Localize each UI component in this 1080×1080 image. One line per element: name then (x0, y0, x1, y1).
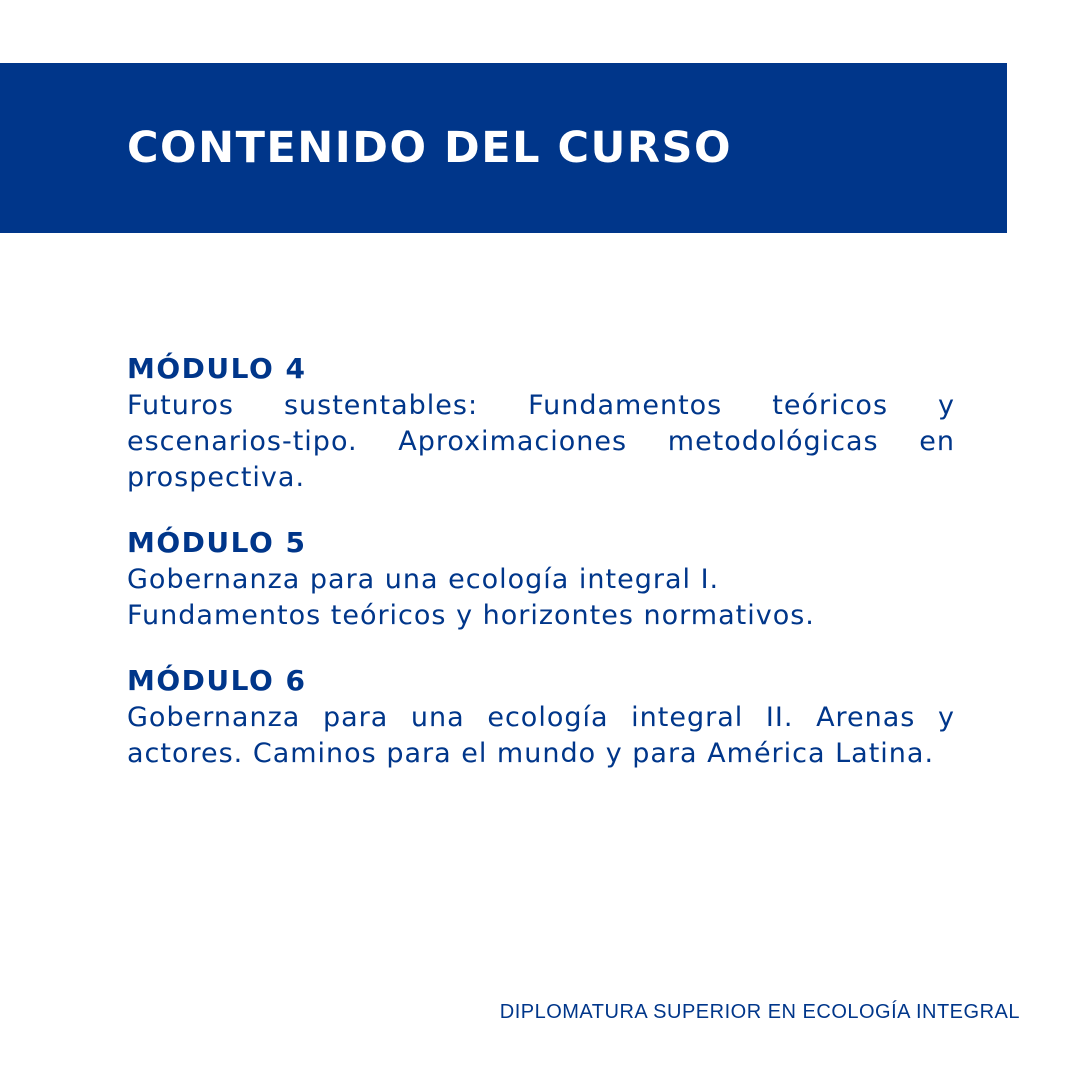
module-heading: MÓDULO 4 (127, 352, 307, 385)
module-description: Futuros sustentables: Fundamentos teóricos y escenarios-tipo. Aproximaciones metodológicas en prospectiva. (127, 390, 955, 493)
program-name-footer: DIPLOMATURA SUPERIOR EN ECOLOGÍA INTEGRAL (499, 1001, 1020, 1023)
module-item-5 (127, 524, 955, 634)
module-item-6 (127, 662, 955, 772)
module-description-line: Fundamentos teóricos y horizontes normativos. (127, 600, 815, 631)
page-title: CONTENIDO DEL CURSO (127, 123, 733, 173)
module-list (127, 350, 955, 800)
module-item-4 (127, 350, 955, 496)
module-description (127, 562, 955, 634)
module-description: Gobernanza para una ecología integral II. Arenas y actores. Caminos para el mundo y para América Latina. (127, 702, 955, 769)
module-heading: MÓDULO 6 (127, 664, 307, 697)
module-description-line: Gobernanza para una ecología integral I. (127, 564, 720, 595)
module-heading: MÓDULO 5 (127, 526, 307, 559)
